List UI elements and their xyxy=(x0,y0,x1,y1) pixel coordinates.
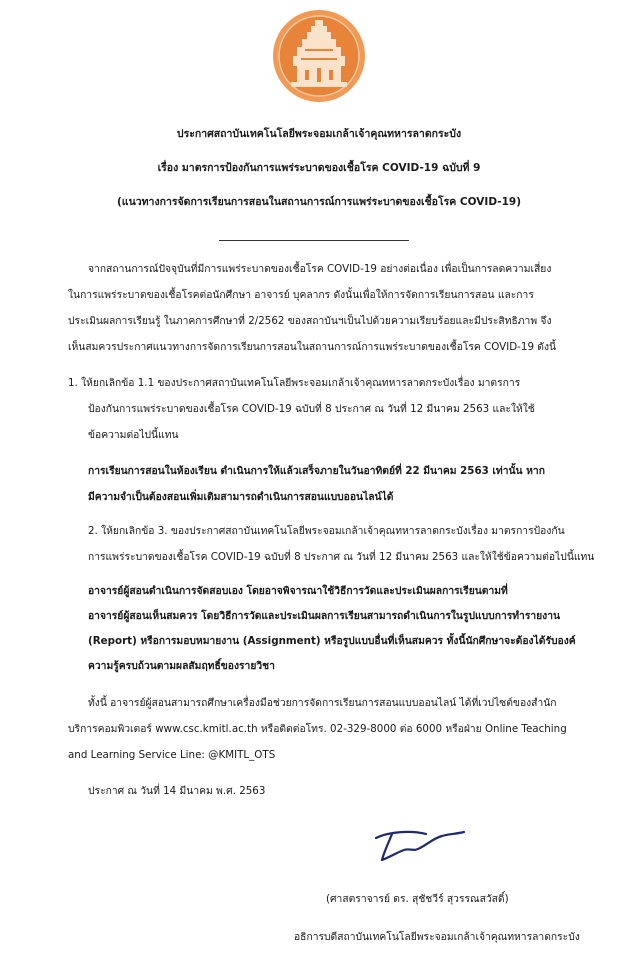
item2-line: การแพร่ระบาดของเชื้อโรค COVID-19 ฉบับที่ 8 ประกาศ ณ วันที่ 12 มีนาคม 2563 และให้ใช้ข้อความต่อไปนี้แทน xyxy=(88,551,595,563)
signatory-name: (ศาสตราจารย์ ดร. สุชัชวีร์ สุวรรณสวัสดิ์) xyxy=(326,893,509,905)
item2-bold-line: (Report) หรือการมอบหมายงาน (Assignment) หรือรูปแบบอื่นที่เห็นสมควร ทั้งนี้นักศึกษาจะต้องได้รับองค์ xyxy=(88,635,576,647)
item2-line: 2. ให้ยกเลิกข้อ 3. ของประกาศสถาบันเทคโนโลยีพระจอมเกล้าเจ้าคุณทหารลาดกระบังเรื่อง มาตรการป้องกัน xyxy=(88,525,565,537)
item1-line: ข้อความต่อไปนี้แทน xyxy=(88,429,179,441)
closing-line: ทั้งนี้ อาจารย์ผู้สอนสามารถศึกษาเครื่องมือช่วยการจัดการเรียนการสอนแบบออนไลน์ ได้ที่เวปไซต์ของสำนัก xyxy=(88,697,557,709)
kmitl-seal-logo xyxy=(271,8,367,104)
announcement-subject: เรื่อง มาตรการป้องกันการแพร่ระบาดของเชื้อโรค COVID-19 ฉบับที่ 9 xyxy=(157,162,481,174)
intro-line: ประเมินผลการเรียนรู้ ในภาคการศึกษาที่ 2/2562 ของสถาบันฯเป็นไปด้วยความเรียบร้อยและมีประสิทธิภาพ จึง xyxy=(68,315,552,327)
closing-line: and Learning Service Line: @KMITL_OTS xyxy=(68,749,276,761)
item1-bold-line: การเรียนการสอนในห้องเรียน ดำเนินการให้แล้วเสร็จภายในวันอาทิตย์ที่ 22 มีนาคม 2563 เท่านั้น หาก xyxy=(88,465,545,477)
announcement-subtitle: (แนวทางการจัดการเรียนการสอนในสถานการณ์การแพร่ระบาดของเชื้อโรค COVID-19) xyxy=(117,196,521,208)
item2-bold-line: อาจารย์ผู้สอนดำเนินการจัดสอบเอง โดยอาจพิจารณาใช้วิธีการวัดและประเมินผลการเรียนตามที่ xyxy=(88,585,508,597)
item2-bold-line: อาจารย์ผู้สอนเห็นสมควร โดยวิธีการวัดและประเมินผลการเรียนสามารถดำเนินการในรูปแบบการทำรายงาน xyxy=(88,610,561,622)
title-divider xyxy=(219,240,409,241)
signature-image xyxy=(370,822,470,872)
item1-line: 1. ให้ยกเลิกข้อ 1.1 ของประกาศสถาบันเทคโนโลยีพระจอมเกล้าเจ้าคุณทหารลาดกระบังเรื่อง มาตรการ xyxy=(68,377,521,389)
closing-line: บริการคอมพิวเตอร์ www.csc.kmitl.ac.th หรือติดต่อโทร. 02-329-8000 ต่อ 6000 หรือฝ่าย Online Teaching xyxy=(68,723,567,735)
intro-line: เห็นสมควรประกาศแนวทางการจัดการเรียนการสอนในสถานการณ์การแพร่ระบาดของเชื้อโรค COVID-19 ดังนี้ xyxy=(68,341,557,353)
item1-bold-line: มีความจำเป็นต้องสอนเพิ่มเติมสามารถดำเนินการสอนแบบออนไลน์ได้ xyxy=(88,491,394,503)
item1-line: ป้องกันการแพร่ระบาดของเชื้อโรค COVID-19 ฉบับที่ 8 ประกาศ ณ วันที่ 12 มีนาคม 2563 และให้ใช้ xyxy=(88,403,535,415)
signatory-position: อธิการบดีสถาบันเทคโนโลยีพระจอมเกล้าเจ้าคุณทหารลาดกระบัง xyxy=(294,931,580,943)
intro-line: จากสถานการณ์ปัจจุบันที่มีการแพร่ระบาดของเชื้อโรค COVID-19 อย่างต่อเนื่อง เพื่อเป็นการลดความเสี่ยง xyxy=(88,263,552,275)
announcement-title: ประกาศสถาบันเทคโนโลยีพระจอมเกล้าเจ้าคุณทหารลาดกระบัง xyxy=(176,128,462,140)
item2-bold-line: ความรู้ครบถ้วนตามผลสัมฤทธิ์ของรายวิชา xyxy=(88,660,275,672)
announcement-date: ประกาศ ณ วันที่ 14 มีนาคม พ.ศ. 2563 xyxy=(88,785,266,797)
intro-line: ในการแพร่ระบาดของเชื้อโรคต่อนักศึกษา อาจารย์ บุคลากร ดังนั้นเพื่อให้การจัดการเรียนการสอน และการ xyxy=(68,289,534,301)
